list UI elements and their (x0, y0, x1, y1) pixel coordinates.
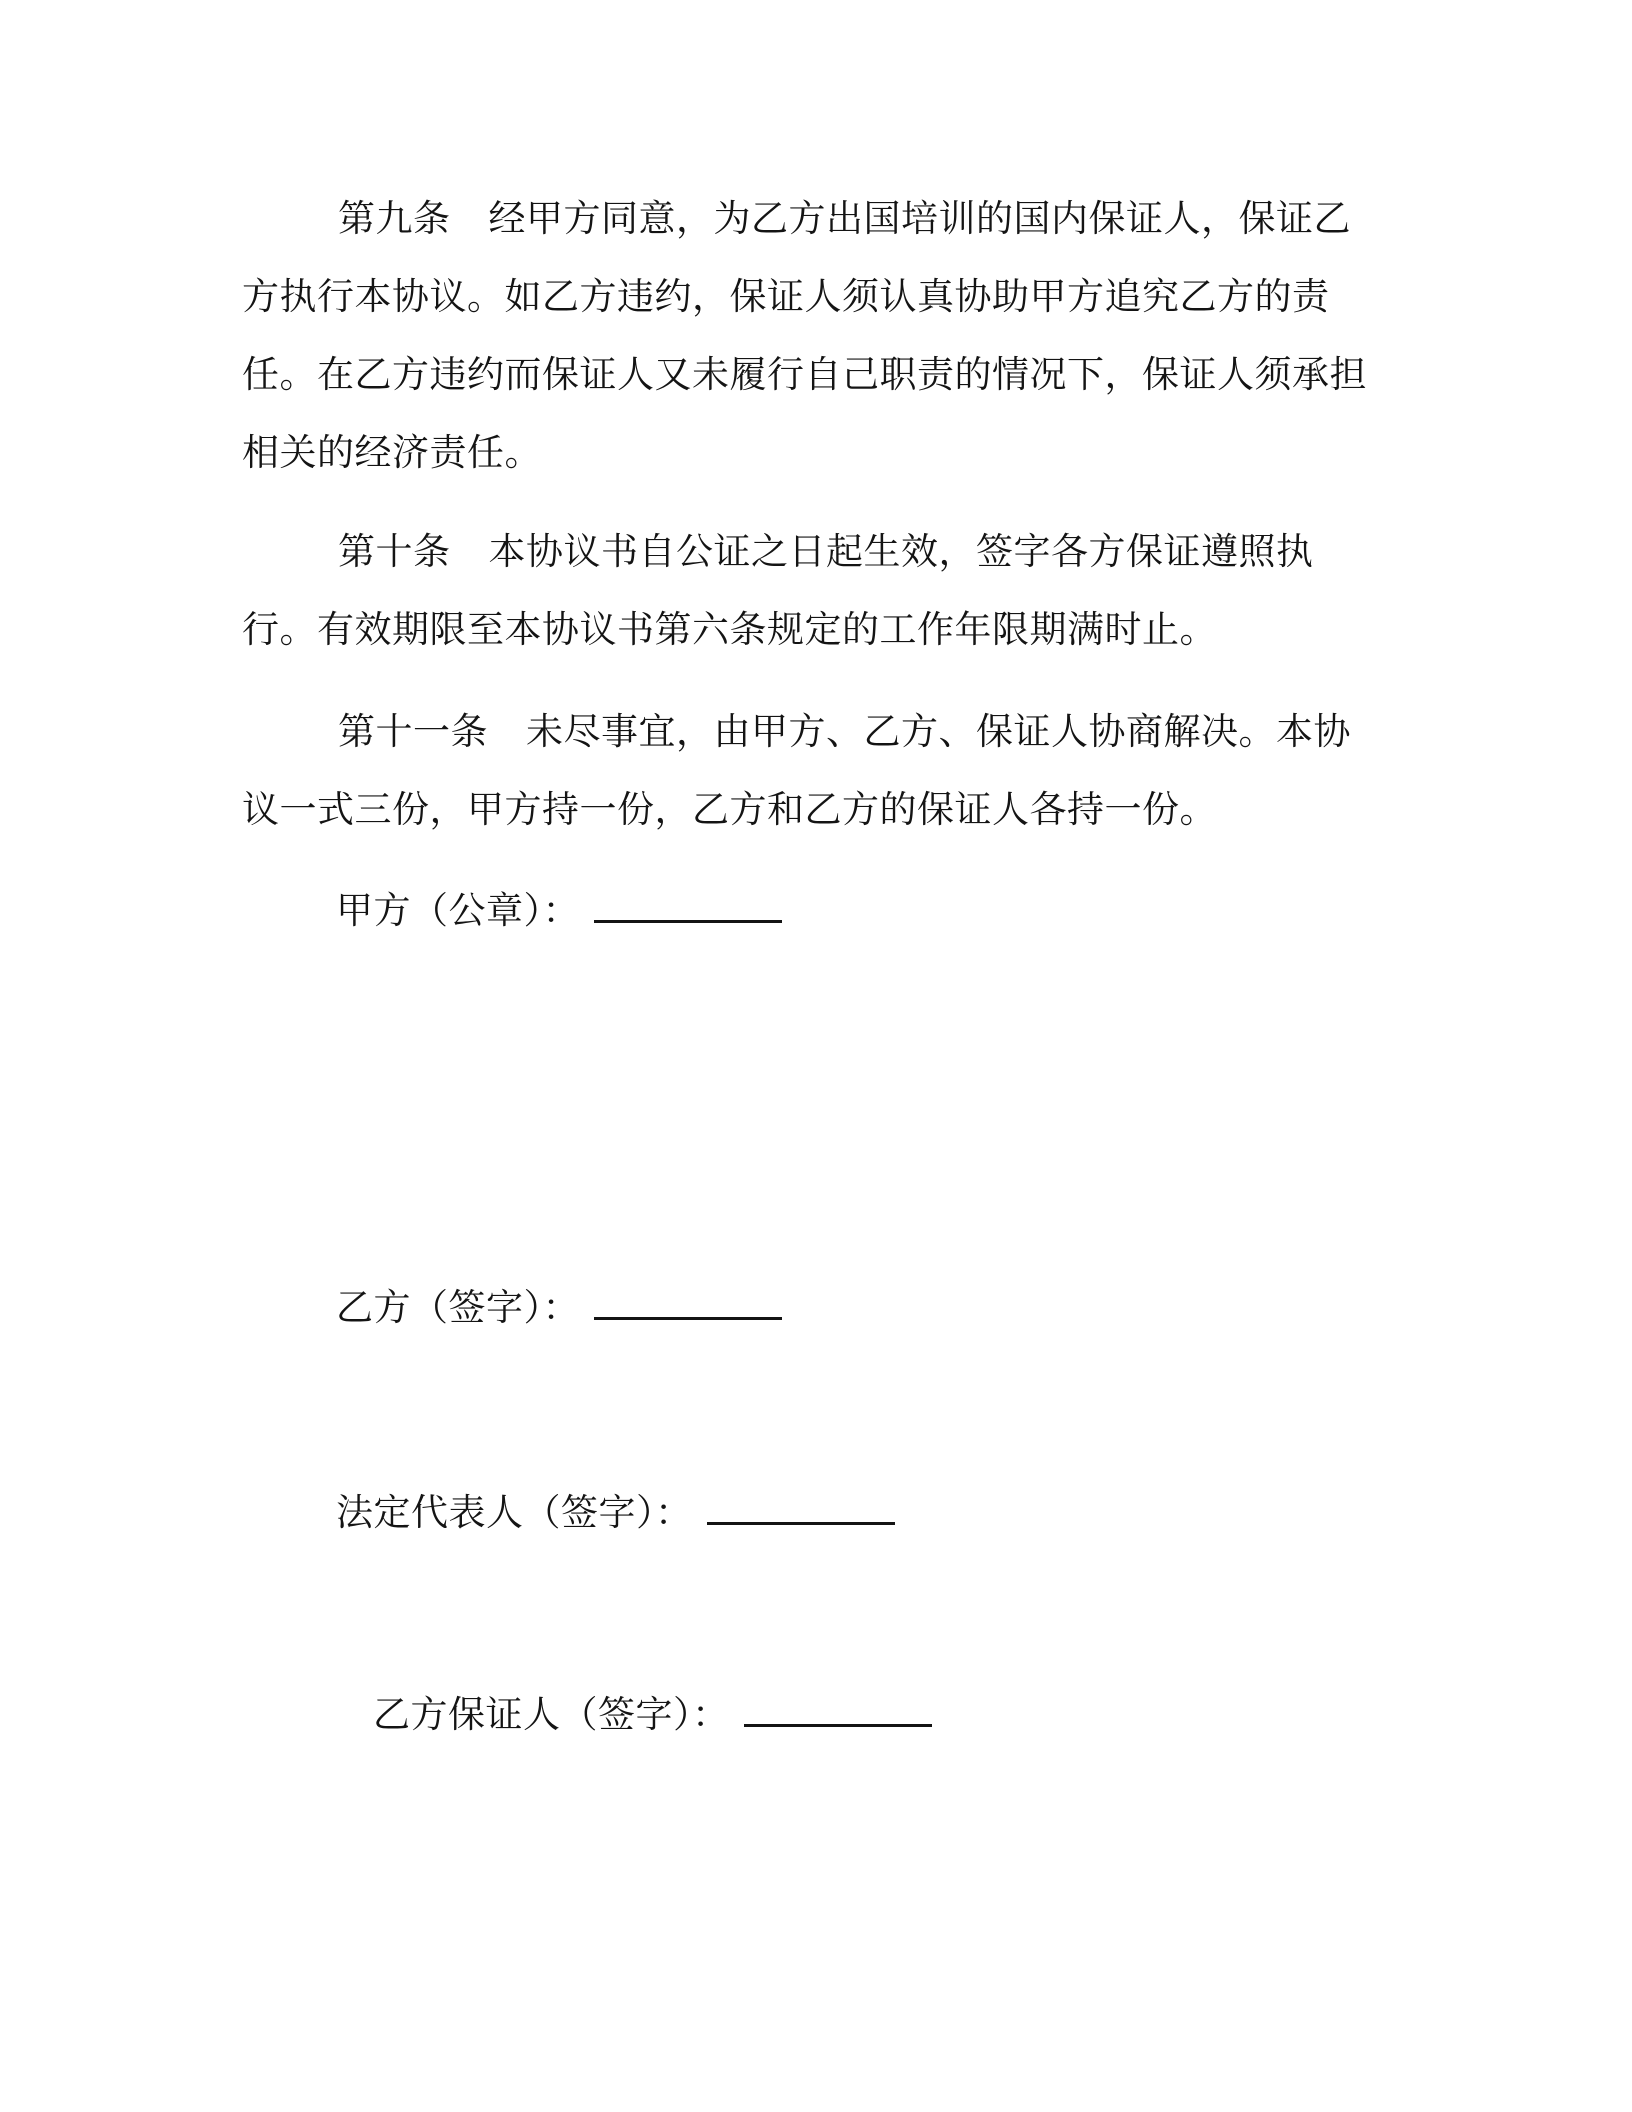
article-10-text: 本协议书自公证之日起生效，签字各方保证遵照执行。有效期限至本协议书第六条规定的工作年限期满时止。 (242, 530, 1314, 651)
article-11 (242, 693, 1382, 849)
article-9 (242, 180, 1382, 492)
article-11-number: 第十一条 (338, 710, 488, 753)
party-b-blank (594, 1283, 782, 1320)
article-10 (242, 513, 1382, 669)
party-a-blank (594, 886, 782, 923)
guarantor-label: 乙方保证人（签字）： (373, 1693, 730, 1736)
party-b-label: 乙方（签字）： (336, 1286, 580, 1329)
article-11-text: 未尽事宜，由甲方、乙方、保证人协商解决。本协议一式三份，甲方持一份，乙方和乙方的保证人各持一份。 (242, 710, 1351, 831)
article-9-text: 经甲方同意，为乙方出国培训的国内保证人，保证乙方执行本协议。如乙方违约，保证人须认真协助甲方追究乙方的责任。在乙方违约而保证人又未履行自己职责的情况下，保证人须承担相关的经济责任。 (242, 197, 1367, 474)
article-10-number: 第十条 (338, 530, 451, 573)
party-b-signature-line (336, 1283, 782, 1333)
guarantor-blank (744, 1690, 932, 1727)
legal-rep-signature-line (336, 1488, 895, 1538)
legal-rep-blank (707, 1488, 895, 1525)
party-a-label: 甲方（公章）： (336, 889, 580, 932)
party-a-signature-line (336, 886, 782, 936)
guarantor-signature-line (373, 1690, 932, 1740)
legal-rep-label: 法定代表人（签字）： (336, 1491, 693, 1534)
article-9-number: 第九条 (338, 197, 451, 240)
